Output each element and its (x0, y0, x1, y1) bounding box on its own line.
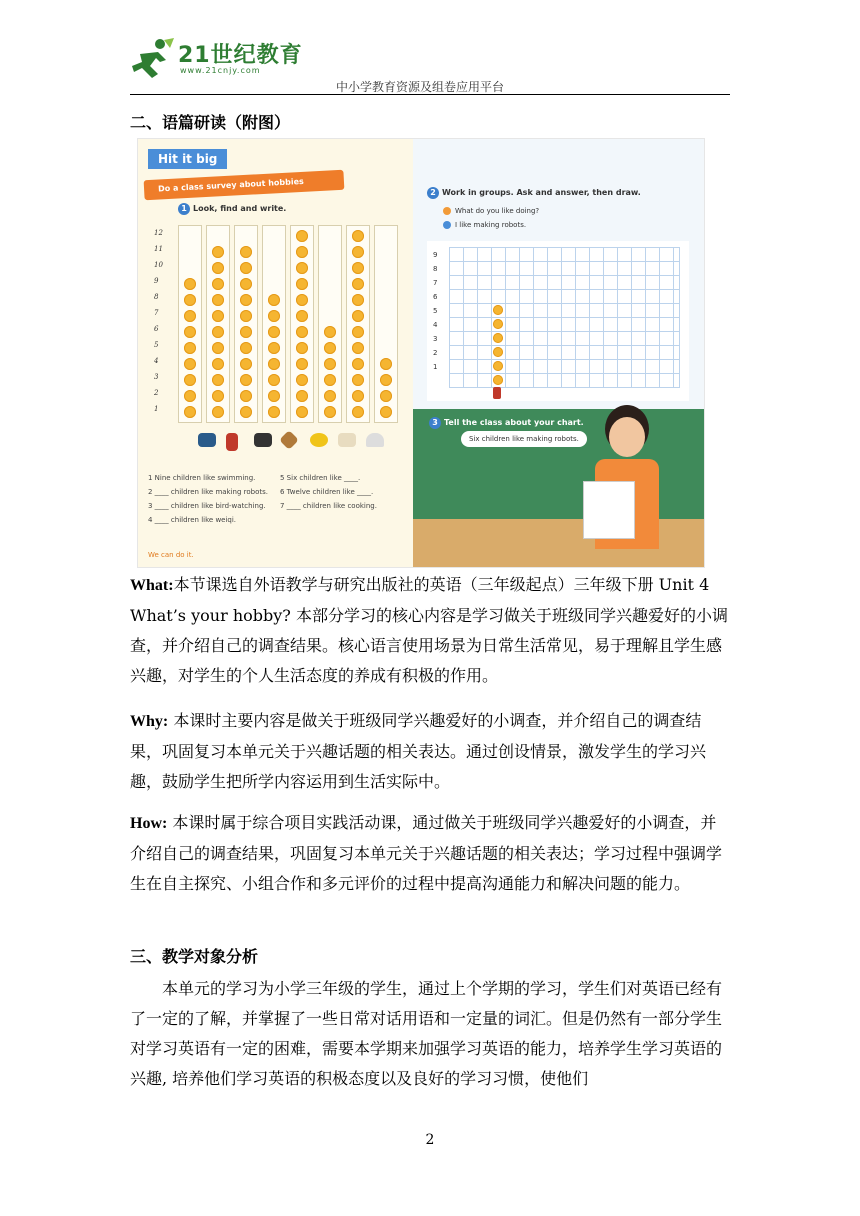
smiley-icon (240, 262, 252, 274)
smiley-icon (296, 358, 308, 370)
smiley-icon (184, 390, 196, 402)
smiley-icon (184, 358, 196, 370)
pictograph-column (290, 225, 314, 423)
step-2-text: Work in groups. Ask and answer, then draw. (442, 188, 641, 197)
section-heading-3: 三、教学对象分析 (130, 947, 259, 966)
smiley-icon (184, 406, 196, 418)
smiley-icon (352, 246, 364, 258)
smiley-icon (380, 406, 392, 418)
smiley-icon (240, 246, 252, 258)
smiley-icon (352, 342, 364, 354)
why-text: 本课时主要内容是做关于班级同学兴趣爱好的小调查，并介绍自己的调查结果，巩固复习本单元关于兴趣话题的相关表达。通过创设情景，激发学生的学习兴趣，鼓励学生把所学内容运用到生活实际中。 (130, 711, 707, 791)
smiley-icon (184, 294, 196, 306)
smiley-icon (296, 326, 308, 338)
grid-y-label: 4 (433, 321, 438, 329)
grid-y-label: 6 (433, 293, 438, 301)
y-tick-label: 9 (154, 277, 159, 285)
pictograph-column (206, 225, 230, 423)
smiley-icon (324, 358, 336, 370)
book-icon (338, 433, 356, 447)
pictograph-column (234, 225, 258, 423)
student-head (609, 417, 645, 457)
smiley-icon (268, 358, 280, 370)
smiley-icon (352, 374, 364, 386)
smiley-icon (212, 326, 224, 338)
step-1-text: Look, find and write. (193, 204, 287, 213)
smiley-icon (380, 358, 392, 370)
smiley-icon (352, 230, 364, 242)
pictograph-column (346, 225, 370, 423)
smiley-icon (240, 358, 252, 370)
y-tick-label: 4 (154, 357, 159, 365)
goggles-icon (198, 433, 216, 447)
smiley-icon (240, 310, 252, 322)
grid-y-label: 8 (433, 265, 438, 273)
smiley-icon (212, 406, 224, 418)
page-number: 2 (425, 1132, 435, 1148)
y-tick-label: 2 (154, 389, 159, 397)
smiley-icon (296, 342, 308, 354)
sentence: 2 ____ children like making robots. (148, 488, 269, 496)
cheese-icon (310, 433, 328, 447)
survey-grid (427, 241, 689, 401)
step-number: 3 (429, 417, 441, 429)
survey-banner: Do a class survey about hobbies (144, 170, 345, 200)
y-tick-label: 6 (154, 325, 159, 333)
grid-y-label: 1 (433, 363, 438, 371)
smiley-icon (240, 326, 252, 338)
y-tick-label: 8 (154, 293, 159, 301)
sentences-left-column (148, 471, 268, 527)
smiley-icon (240, 342, 252, 354)
smiley-icon (184, 310, 196, 322)
smiley-icon (324, 374, 336, 386)
logo-text: 21世纪教育 (178, 43, 303, 68)
y-tick-label: 12 (154, 229, 163, 237)
smiley-icon (268, 342, 280, 354)
smiley-icon (212, 294, 224, 306)
smiley-icon (352, 358, 364, 370)
smiley-icon (212, 310, 224, 322)
hobby-pictograph (148, 219, 406, 429)
sentence: 6 Twelve children like ____. (280, 488, 374, 496)
textbook-figure (137, 138, 705, 568)
smiley-icon (352, 406, 364, 418)
smiley-icon (240, 406, 252, 418)
binoculars-icon (254, 433, 272, 447)
page-header (130, 30, 730, 96)
smiley-icon (493, 375, 503, 385)
step-number: 2 (427, 187, 439, 199)
what-paragraph (130, 570, 730, 691)
smiley-icon (493, 319, 503, 329)
smiley-icon (352, 294, 364, 306)
smiley-icon (240, 294, 252, 306)
answer-line (443, 221, 526, 229)
pictograph-column (374, 225, 398, 423)
smiley-icon (324, 406, 336, 418)
smiley-icon (296, 262, 308, 274)
smiley-icon (268, 374, 280, 386)
y-tick-label: 3 (154, 373, 159, 381)
y-axis-labels (154, 219, 168, 429)
why-label: Why: (130, 713, 169, 730)
smiley-icon (352, 278, 364, 290)
smiley-icon (493, 305, 503, 315)
smiley-icon (324, 342, 336, 354)
step-3-title (429, 417, 584, 429)
smiley-icon (184, 342, 196, 354)
smiley-icon (296, 310, 308, 322)
why-paragraph (130, 706, 730, 797)
pictograph-column (262, 225, 286, 423)
smiley-icon (296, 390, 308, 402)
platform-title: 中小学教育资源及组卷应用平台 (336, 80, 505, 94)
step-2-title (427, 187, 641, 199)
speaker-icon (443, 207, 451, 215)
smiley-icon (493, 333, 503, 343)
smiley-icon (296, 230, 308, 242)
grid-lines (449, 247, 680, 388)
smiley-icon (212, 262, 224, 274)
y-tick-label: 7 (154, 309, 159, 317)
floor (413, 519, 704, 567)
smiley-icon (184, 278, 196, 290)
smiley-icon (268, 310, 280, 322)
grid-y-label: 3 (433, 335, 438, 343)
smiley-icon (324, 390, 336, 402)
student-held-chart (583, 481, 635, 539)
how-paragraph (130, 808, 730, 899)
grid-y-label: 2 (433, 349, 438, 357)
what-text: 本节课选自外语教学与研究出版社的英语（三年级起点）三年级下册 Unit 4 What’s your hobby? 本部分学习的核心内容是学习做关于班级同学兴趣爱好的小调查，并介绍自己的调查结果。核心语言使用场景为日常生活常见，易于理解且学生感兴趣，对学生的个人生活态度的养成有积极的作用。 (130, 575, 728, 685)
how-text: 本课时属于综合项目实践活动课，通过做关于班级同学兴趣爱好的小调查，并介绍自己的调查结果，巩固复习本单元关于兴趣话题的相关表达；学习过程中强调学生在自主探究、小组合作和多元评价的过程中提高沟通能力和解决问题的能力。 (130, 813, 723, 893)
smiley-icon (268, 326, 280, 338)
how-label: How: (130, 815, 168, 832)
smiley-icon (352, 390, 364, 402)
sentence: 1 Nine children like swimming. (148, 474, 256, 482)
sentence: 4 ____ children like weiqi. (148, 516, 237, 524)
smiley-icon (212, 246, 224, 258)
grid-y-label: 7 (433, 279, 438, 287)
sentences-right-column (280, 471, 377, 513)
header-divider (130, 94, 730, 95)
smiley-icon (212, 390, 224, 402)
y-tick-label: 1 (154, 405, 159, 413)
robot-icon (226, 433, 238, 451)
question-text: What do you like doing? (455, 207, 540, 215)
y-tick-label: 5 (154, 341, 159, 349)
smiley-icon (212, 374, 224, 386)
weiqi-board-icon (279, 430, 299, 450)
smiley-icon (240, 374, 252, 386)
step-3-text: Tell the class about your chart. (444, 418, 584, 427)
sentence: 3 ____ children like bird-watching. (148, 502, 266, 510)
sentence: 7 ____ children like cooking. (280, 502, 377, 510)
logo-url: www.21cnjy.com (180, 66, 261, 75)
pictograph-column (318, 225, 342, 423)
section-heading-2: 二、语篇研读（附图） (130, 113, 291, 132)
answer-text: I like making robots. (455, 221, 527, 229)
y-tick-label: 11 (154, 245, 163, 253)
what-label: What: (130, 577, 174, 594)
smiley-icon (212, 358, 224, 370)
smiley-icon (184, 374, 196, 386)
smiley-icon (240, 278, 252, 290)
smiley-icon (296, 246, 308, 258)
smiley-icon (352, 310, 364, 322)
classroom-photo (413, 409, 704, 567)
question-line (443, 207, 539, 215)
textbook-left-page (138, 139, 413, 567)
page-footer-label: We can do it. (148, 551, 194, 559)
hit-it-big-tab: Hit it big (148, 149, 227, 169)
speech-bubble: Six children like making robots. (461, 431, 587, 447)
runner-logo-icon (130, 36, 176, 80)
smiley-icon (212, 342, 224, 354)
smiley-icon (184, 326, 196, 338)
y-tick-label: 10 (154, 261, 163, 269)
smiley-icon (240, 390, 252, 402)
smiley-icon (268, 390, 280, 402)
smiley-icon (296, 406, 308, 418)
smiley-icon (268, 294, 280, 306)
smiley-icon (324, 326, 336, 338)
smiley-icon (268, 406, 280, 418)
smiley-icon (380, 390, 392, 402)
sentence: 5 Six children like ____. (280, 474, 361, 482)
smiley-icon (296, 294, 308, 306)
step-1-title (178, 203, 286, 215)
smiley-icon (493, 361, 503, 371)
smiley-icon (493, 347, 503, 357)
speaker-icon (443, 221, 451, 229)
chef-hat-icon (366, 433, 384, 447)
pictograph-column (178, 225, 202, 423)
smiley-icon (296, 374, 308, 386)
textbook-right-page (413, 139, 704, 567)
step-number: 1 (178, 203, 190, 215)
grid-y-label: 9 (433, 251, 438, 259)
logo (130, 36, 330, 82)
grid-y-label: 5 (433, 307, 438, 315)
smiley-icon (352, 262, 364, 274)
smiley-icon (296, 278, 308, 290)
robot-icon (493, 387, 501, 399)
hobby-icons-row (198, 433, 398, 451)
smiley-icon (352, 326, 364, 338)
smiley-icon (212, 278, 224, 290)
section-3-paragraph: 本单元的学习为小学三年级的学生，通过上个学期的学习，学生们对英语已经有了一定的了解，并掌握了一些日常对话用语和一定量的词汇。但是仍然有一部分学生对学习英语有一定的困难，需要本学期来加强学习英语的能力，培养学生学习英语的兴趣, 培养他们学习英语的积极态度以及良好的学习习惯，使他们 (130, 979, 723, 1088)
smiley-icon (380, 374, 392, 386)
